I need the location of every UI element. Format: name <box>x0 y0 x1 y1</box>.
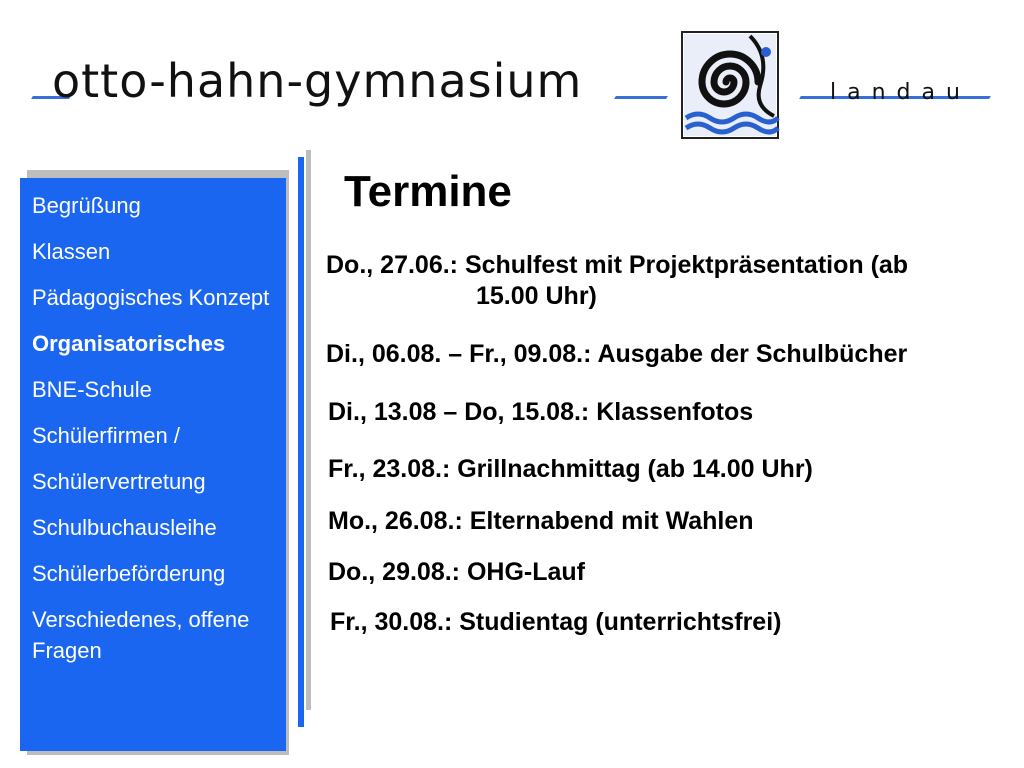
event-text: Di., 13.08 – Do, 15.08.: Klassenfotos <box>328 398 754 426</box>
sidebar-item-schulbuchausleihe[interactable]: Schulbuchausleihe <box>32 515 217 540</box>
header-rule-middle <box>614 96 668 99</box>
sidebar-item-paedagogisches-konzept[interactable]: Pädagogisches Konzept <box>32 285 270 310</box>
sidebar-item-organisatorisches[interactable]: Organisatorisches <box>32 331 226 356</box>
sidebar-item-bne-schule[interactable]: BNE-Schule <box>32 377 152 402</box>
event-item-klassenfotos <box>328 397 753 428</box>
sidebar-item-schuelerfirmen[interactable]: Schülerfirmen / <box>32 423 180 448</box>
sidebar-item-schuelerbefoerderung[interactable]: Schülerbeförderung <box>32 561 226 586</box>
event-item-grillnachmittag <box>328 454 813 485</box>
school-name: otto-hahn-gymnasium <box>52 54 583 108</box>
spiral-logo-icon <box>680 30 780 140</box>
sidebar-item-klassen[interactable]: Klassen <box>32 239 111 264</box>
event-item-schulbuecher <box>326 339 907 370</box>
event-item-studientag <box>330 607 781 638</box>
sidebar-item-begruessung[interactable]: Begrüßung <box>32 193 141 218</box>
header <box>0 0 1024 150</box>
event-text: Fr., 30.08.: Studientag (unterrichtsfrei) <box>330 608 782 636</box>
page-title: Termine <box>344 167 512 216</box>
event-item-ohg-lauf <box>328 557 585 588</box>
sidebar-nav <box>20 178 286 751</box>
sidebar-item-schuelervertretung[interactable]: Schülervertretung <box>32 469 206 494</box>
event-text: Fr., 23.08.: Grillnachmittag (ab 14.00 Uhr) <box>328 455 813 483</box>
event-text: Do., 29.08.: OHG-Lauf <box>328 558 585 586</box>
event-item-schulfest <box>326 250 908 312</box>
event-text: Di., 06.08. – Fr., 09.08.: Ausgabe der Schulbücher <box>326 340 908 368</box>
event-text: Do., 27.06.: Schulfest mit Projektpräsentation (ab <box>326 251 909 279</box>
sidebar-item-verschiedenes[interactable]: Verschiedenes, offene Fragen <box>32 607 250 663</box>
city-name: landau <box>830 80 971 105</box>
event-item-elternabend <box>328 506 754 537</box>
divider-blue <box>298 157 304 727</box>
event-text: Mo., 26.08.: Elternabend mit Wahlen <box>328 507 754 535</box>
event-text-continued: 15.00 Uhr) <box>476 282 597 310</box>
divider-gray <box>306 150 311 710</box>
